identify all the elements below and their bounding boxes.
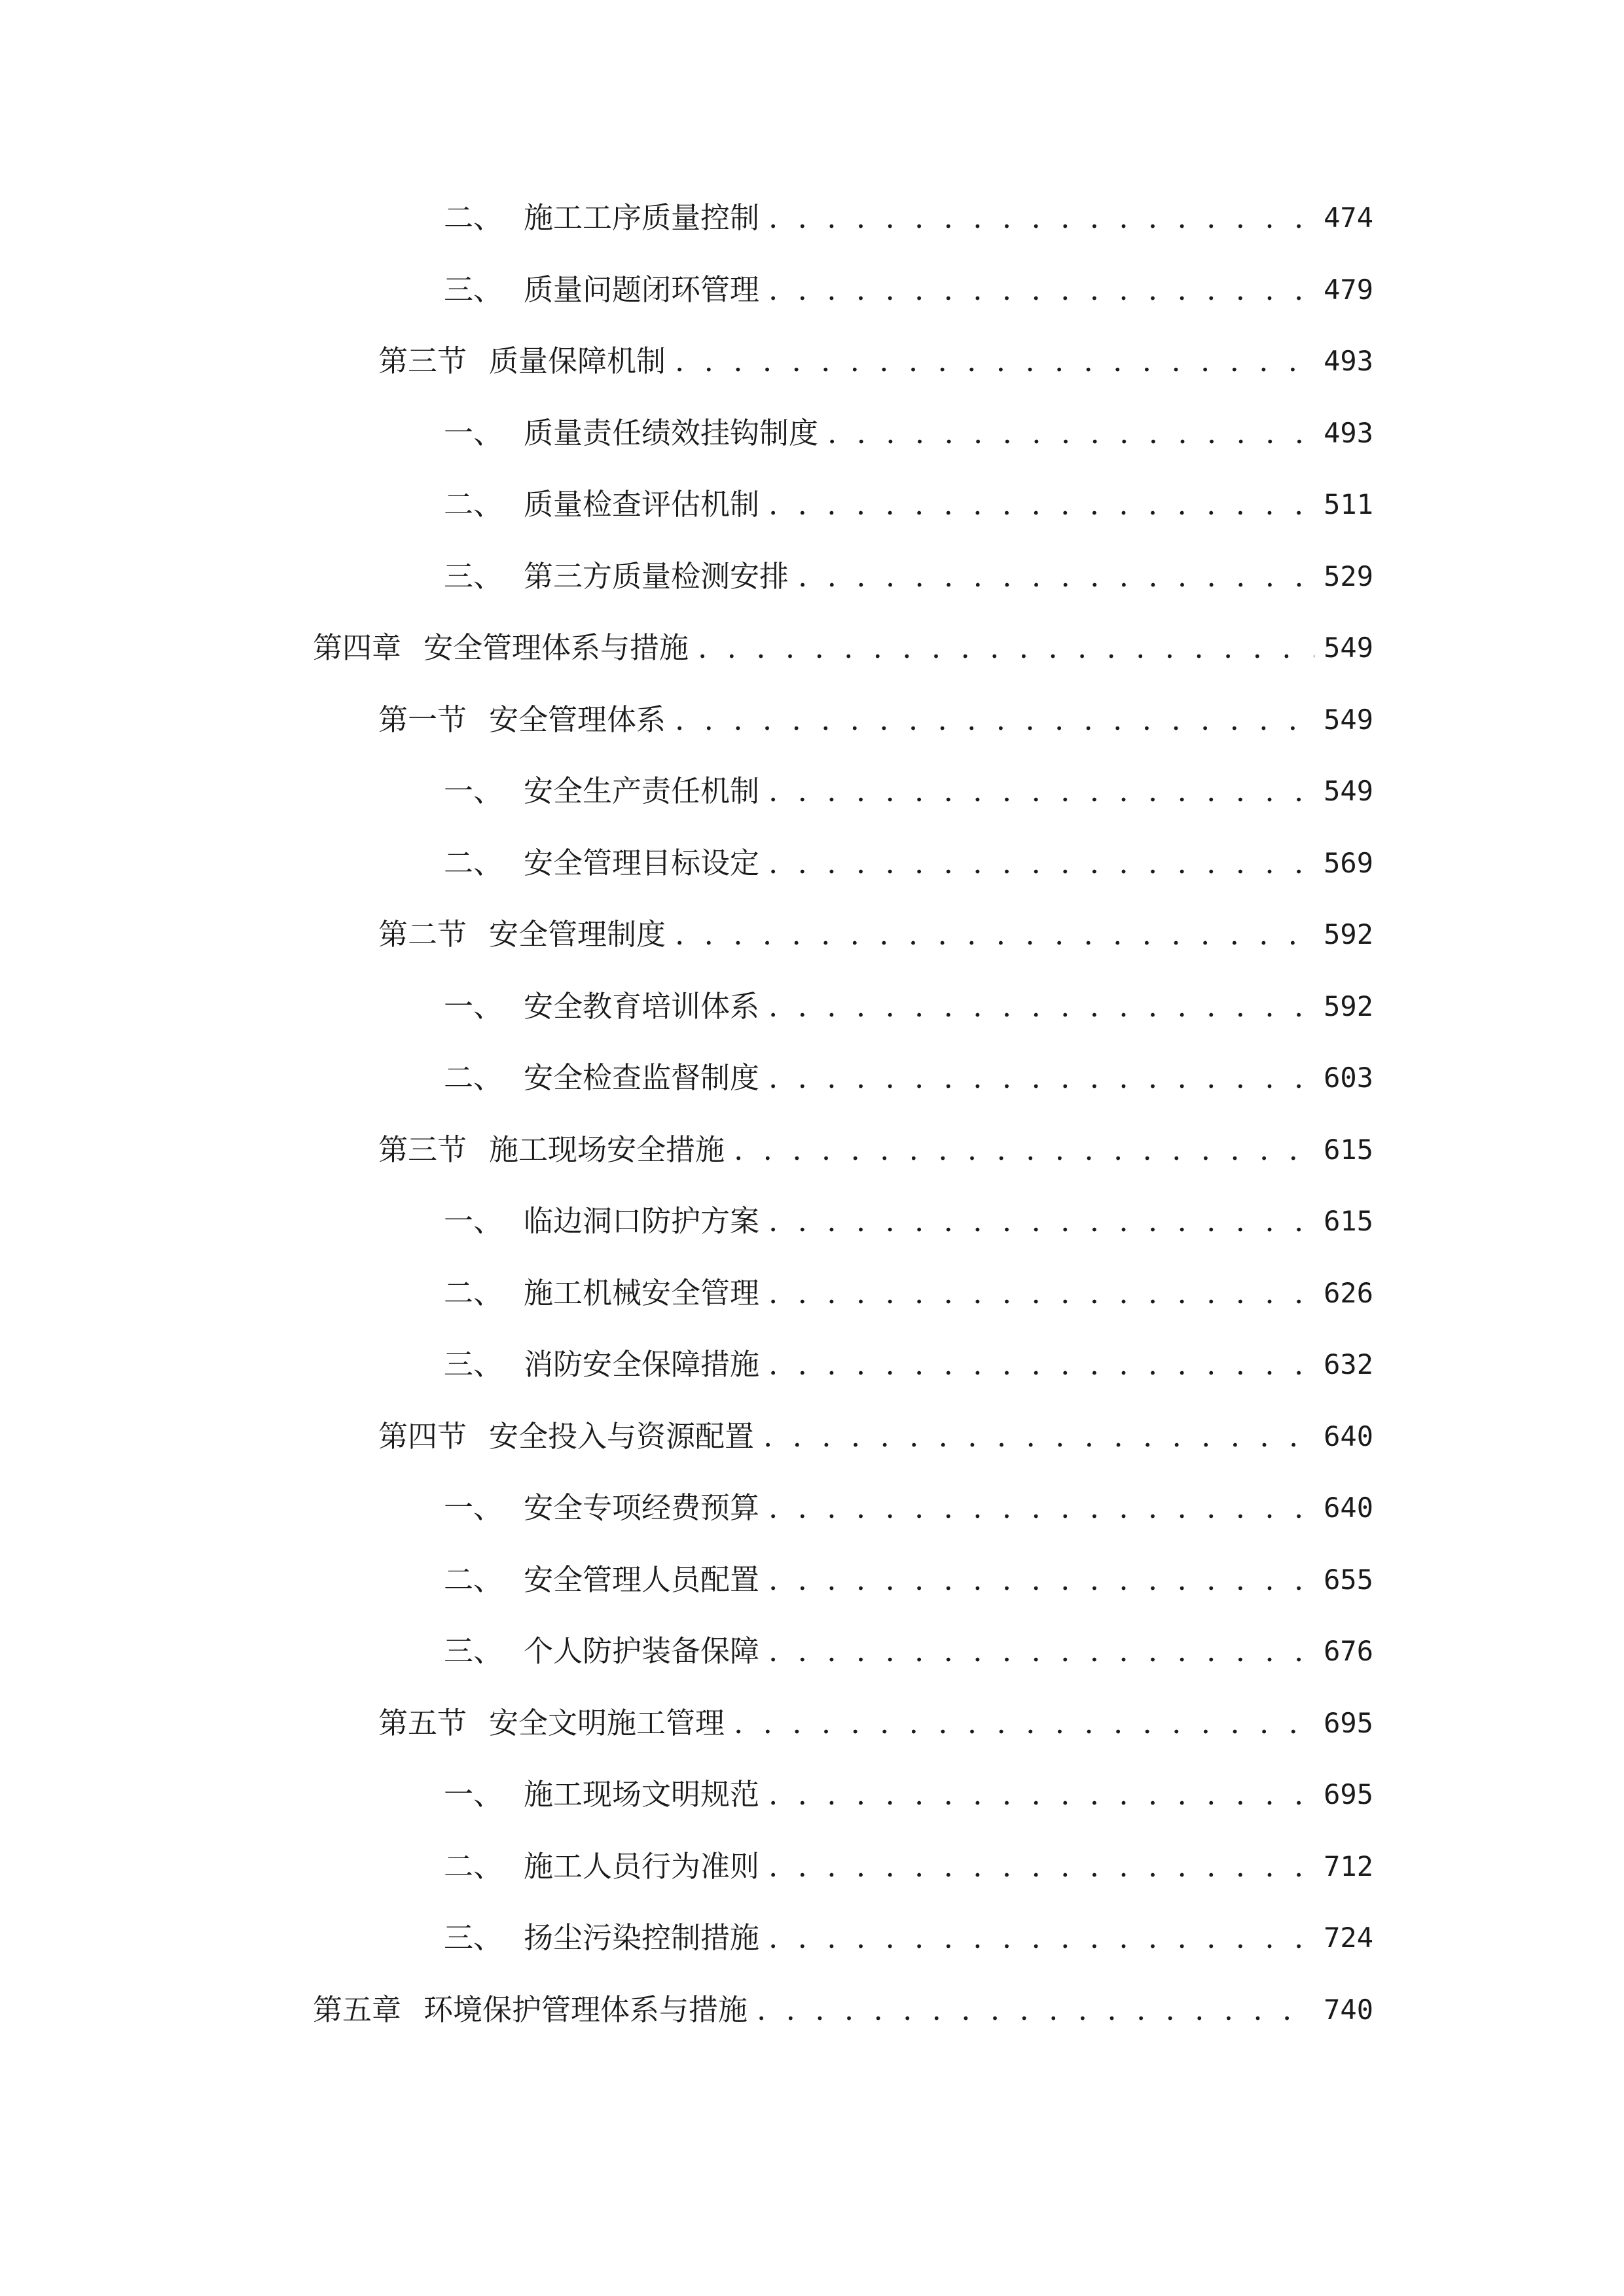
toc-entry-number: 一、 <box>444 989 503 1024</box>
toc-entry-page: 549 <box>1324 775 1373 807</box>
toc-entry-title: 安全管理人员配置 <box>524 1562 760 1597</box>
dot-leader <box>768 1625 1314 1677</box>
toc-entry[interactable] <box>444 407 1373 459</box>
toc-entry-page: 712 <box>1324 1850 1373 1882</box>
toc-entry-title: 安全检查监督制度 <box>524 1060 760 1095</box>
toc-entry-page: 474 <box>1324 202 1373 234</box>
toc-entry-page: 655 <box>1324 1564 1373 1596</box>
dot-leader <box>768 478 1314 531</box>
toc-entry-title: 施工现场文明规范 <box>524 1777 760 1812</box>
toc-entry-title: 施工工序质量控制 <box>524 200 760 235</box>
toc-entry[interactable] <box>444 550 1373 603</box>
toc-entry[interactable] <box>444 837 1373 889</box>
toc-entry-page: 549 <box>1324 704 1373 736</box>
toc-entry[interactable] <box>444 1554 1373 1606</box>
toc-entry[interactable] <box>313 1984 1373 2036</box>
toc-entry[interactable] <box>378 1410 1373 1463</box>
toc-entry[interactable] <box>444 980 1373 1033</box>
toc-entry-number: 三、 <box>444 1634 503 1668</box>
toc-entry-page: 549 <box>1324 632 1373 664</box>
toc-entry-title: 消防安全保障措施 <box>524 1347 760 1382</box>
dot-leader <box>768 1912 1314 1964</box>
dot-leader <box>827 407 1314 459</box>
toc-entry-title: 安全文明施工管理 <box>489 1706 725 1740</box>
dot-leader <box>757 1984 1314 2036</box>
dot-leader <box>768 1195 1314 1247</box>
toc-entry-title: 安全投入与资源配置 <box>489 1419 755 1454</box>
toc-entry[interactable] <box>378 694 1373 746</box>
toc-entry-page: 569 <box>1324 847 1373 879</box>
toc-entry-page: 724 <box>1324 1922 1373 1954</box>
toc-entry-title: 质量问题闭环管理 <box>524 272 760 307</box>
dot-leader <box>768 980 1314 1033</box>
dot-leader <box>768 1267 1314 1319</box>
toc-entry-title: 安全管理制度 <box>489 917 666 952</box>
toc-entry-page: 592 <box>1324 990 1373 1022</box>
toc-entry[interactable] <box>444 1195 1373 1247</box>
toc-entry-title: 临边洞口防护方案 <box>524 1204 760 1238</box>
toc-entry-title: 扬尘污染控制措施 <box>524 1920 760 1955</box>
toc-entry-number: 二、 <box>444 1849 503 1884</box>
toc-entry-number: 二、 <box>444 487 503 522</box>
toc-entry-page: 615 <box>1324 1134 1373 1166</box>
toc-entry-page: 626 <box>1324 1277 1373 1309</box>
toc-entry[interactable] <box>378 1124 1373 1176</box>
toc-entry-page: 676 <box>1324 1635 1373 1667</box>
toc-entry-number: 二、 <box>444 1562 503 1597</box>
toc-entry[interactable] <box>444 192 1373 244</box>
toc-entry-title: 质量责任绩效挂钩制度 <box>524 416 819 450</box>
toc-entry[interactable] <box>378 335 1373 387</box>
toc-entry-title: 质量保障机制 <box>489 344 666 378</box>
toc-entry[interactable] <box>444 1052 1373 1104</box>
toc-entry-number: 第四节 <box>378 1419 467 1454</box>
toc-entry[interactable] <box>444 1338 1373 1391</box>
toc-entry-number: 一、 <box>444 774 503 808</box>
toc-entry-page: 511 <box>1324 488 1373 520</box>
dot-leader <box>734 1124 1314 1176</box>
toc-entry-number: 二、 <box>444 1060 503 1095</box>
toc-entry-number: 第三节 <box>378 344 467 378</box>
toc-entry-page: 740 <box>1324 1994 1373 2026</box>
toc-entry-title: 环境保护管理体系与措施 <box>424 1992 748 2027</box>
toc-entry[interactable] <box>378 1697 1373 1749</box>
dot-leader <box>675 335 1314 387</box>
toc-entry-page: 695 <box>1324 1778 1373 1810</box>
toc-entry-page: 479 <box>1324 274 1373 306</box>
toc-entry-page: 592 <box>1324 918 1373 950</box>
dot-leader <box>798 550 1314 603</box>
dot-leader <box>675 908 1314 961</box>
toc-entry-title: 安全管理目标设定 <box>524 846 760 880</box>
toc-entry-number: 三、 <box>444 1347 503 1382</box>
toc-entry-number: 三、 <box>444 559 503 594</box>
toc-entry-number: 第二节 <box>378 917 467 952</box>
toc-entry-page: 493 <box>1324 417 1373 449</box>
toc-entry-number: 一、 <box>444 1204 503 1238</box>
dot-leader <box>734 1697 1314 1749</box>
toc-entry-title: 第三方质量检测安排 <box>524 559 789 594</box>
toc-entry-page: 640 <box>1324 1420 1373 1452</box>
dot-leader <box>763 1410 1314 1463</box>
dot-leader <box>768 1768 1314 1821</box>
toc-entry-number: 三、 <box>444 272 503 307</box>
toc-entry-title: 安全专项经费预算 <box>524 1490 760 1525</box>
toc-entry-title: 个人防护装备保障 <box>524 1634 760 1668</box>
toc-entry-page: 640 <box>1324 1492 1373 1524</box>
dot-leader <box>768 1840 1314 1893</box>
toc-entry-title: 安全生产责任机制 <box>524 774 760 808</box>
toc-entry[interactable] <box>378 908 1373 961</box>
toc-entry[interactable] <box>444 478 1373 531</box>
toc-entry-title: 安全教育培训体系 <box>524 989 760 1024</box>
toc-entry-page: 493 <box>1324 345 1373 377</box>
toc-entry-number: 第一节 <box>378 702 467 737</box>
toc-entry-title: 施工现场安全措施 <box>489 1132 725 1167</box>
toc-entry[interactable] <box>444 765 1373 817</box>
toc-entry[interactable] <box>313 622 1373 674</box>
toc-entry-page: 695 <box>1324 1707 1373 1739</box>
dot-leader <box>768 1482 1314 1534</box>
toc-entry[interactable] <box>444 1912 1373 1964</box>
dot-leader <box>768 765 1314 817</box>
toc-entry-page: 603 <box>1324 1062 1373 1094</box>
toc-entry[interactable] <box>444 1625 1373 1677</box>
toc-entry-number: 二、 <box>444 200 503 235</box>
toc-entry-page: 632 <box>1324 1348 1373 1380</box>
toc-entry-number: 一、 <box>444 416 503 450</box>
dot-leader <box>698 622 1314 674</box>
toc-entry-number: 第五章 <box>313 1992 402 2027</box>
dot-leader <box>768 1554 1314 1606</box>
toc-entry[interactable] <box>444 264 1373 316</box>
dot-leader <box>768 1338 1314 1391</box>
dot-leader <box>768 1052 1314 1104</box>
toc-entry-title: 安全管理体系与措施 <box>424 630 689 665</box>
toc-entry-number: 第五节 <box>378 1706 467 1740</box>
toc-entry-number: 一、 <box>444 1490 503 1525</box>
toc-entry-title: 施工人员行为准则 <box>524 1849 760 1884</box>
toc-entry-number: 第四章 <box>313 630 402 665</box>
dot-leader <box>768 264 1314 316</box>
toc-entry-title: 安全管理体系 <box>489 702 666 737</box>
toc-entry-number: 二、 <box>444 846 503 880</box>
toc-entry-page: 615 <box>1324 1205 1373 1237</box>
toc-entry-title: 施工机械安全管理 <box>524 1276 760 1310</box>
toc-entry-number: 二、 <box>444 1276 503 1310</box>
toc-entry-number: 一、 <box>444 1777 503 1812</box>
toc-entry-title: 质量检查评估机制 <box>524 487 760 522</box>
toc-entry[interactable] <box>444 1267 1373 1319</box>
dot-leader <box>675 694 1314 746</box>
toc-entry[interactable] <box>444 1840 1373 1893</box>
toc-entry[interactable] <box>444 1482 1373 1534</box>
dot-leader <box>768 837 1314 889</box>
dot-leader <box>768 192 1314 244</box>
toc-entry[interactable] <box>444 1768 1373 1821</box>
toc-entry-number: 三、 <box>444 1920 503 1955</box>
toc-entry-number: 第三节 <box>378 1132 467 1167</box>
toc-entry-page: 529 <box>1324 560 1373 592</box>
